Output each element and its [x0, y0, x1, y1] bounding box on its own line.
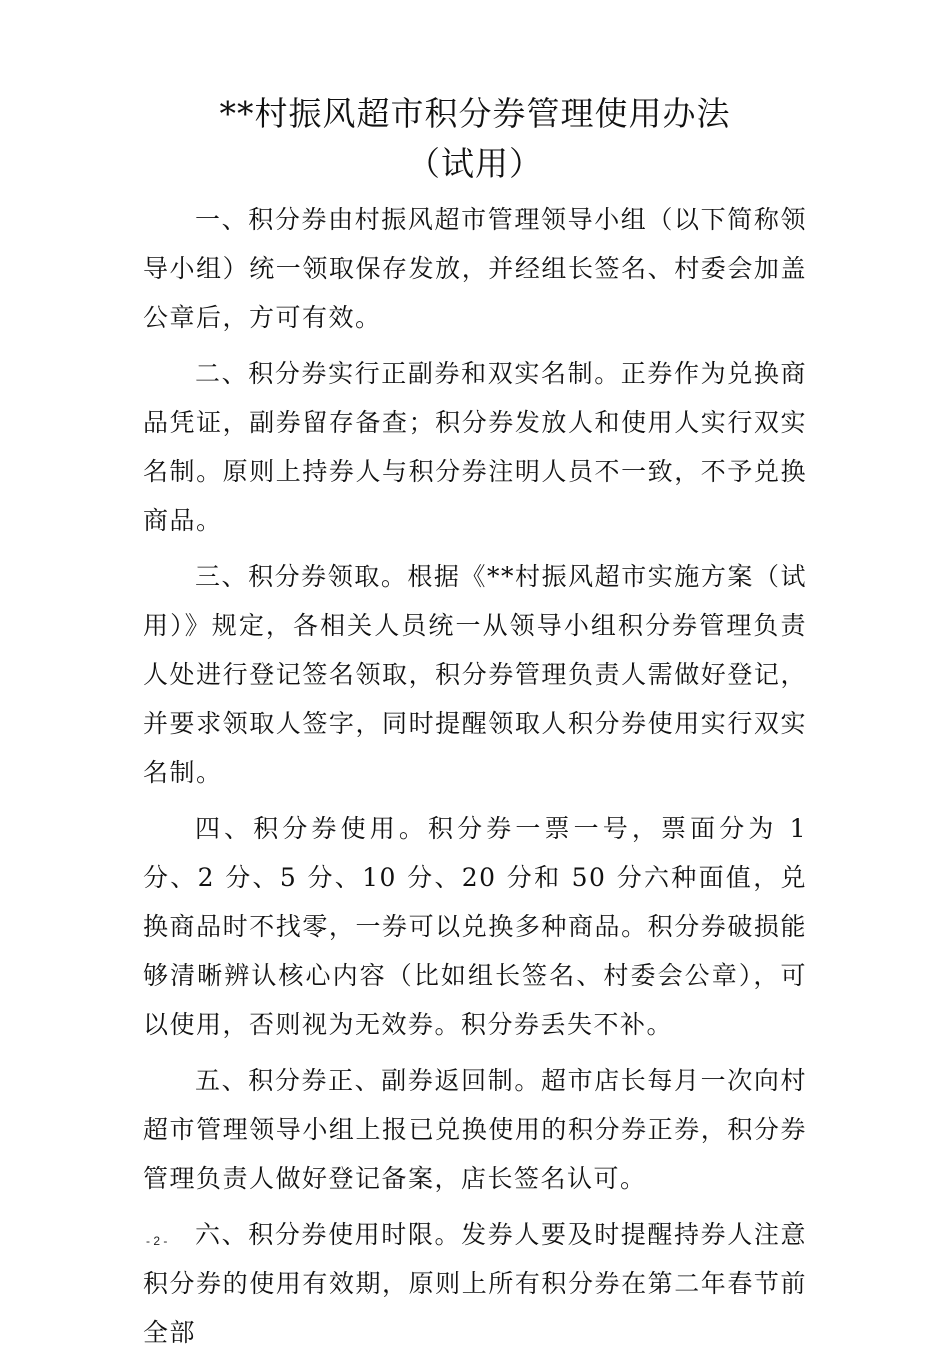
paragraph-4: 四、积分券使用。积分券一票一号，票面分为 1 分、2 分、5 分、10 分、20 分和 50 分六种面值，兑换商品时不找零，一券可以兑换多种商品。积分券破损能够清晰辨认核心内容（比如组长签名、村委会公章），可以使用，否则视为无效券。积分券丢失不补。 [143, 814, 807, 1039]
page-number: - 2 - [146, 1234, 168, 1248]
paragraph-3: 三、积分券领取。根据《**村振风超市实施方案（试用）》规定，各相关人员统一从领导小组积分券管理负责人处进行登记签名领取，积分券管理负责人需做好登记，并要求领取人签字，同时提醒领取人积分券使用实行双实名制。 [143, 562, 807, 787]
document-body [143, 195, 807, 1364]
document-title: **村振风超市积分券管理使用办法 [219, 94, 731, 133]
paragraph-6: 六、积分券使用时限。发券人要及时提醒持券人注意积分券的使用有效期，原则上所有积分券在第二年春节前全部 [143, 1220, 807, 1347]
document-subtitle: （试用） [407, 144, 543, 183]
paragraph-5: 五、积分券正、副券返回制。超市店长每月一次向村超市管理领导小组上报已兑换使用的积分券正券，积分券管理负责人做好登记备案，店长签名认可。 [143, 1066, 807, 1193]
paragraph-2: 二、积分券实行正副券和双实名制。正券作为兑换商品凭证，副券留存备查；积分券发放人和使用人实行双实名制。原则上持券人与积分券注明人员不一致，不予兑换商品。 [143, 359, 807, 535]
paragraph-1: 一、积分券由村振风超市管理领导小组（以下简称领导小组）统一领取保存发放，并经组长签名、村委会加盖公章后，方可有效。 [143, 205, 807, 332]
